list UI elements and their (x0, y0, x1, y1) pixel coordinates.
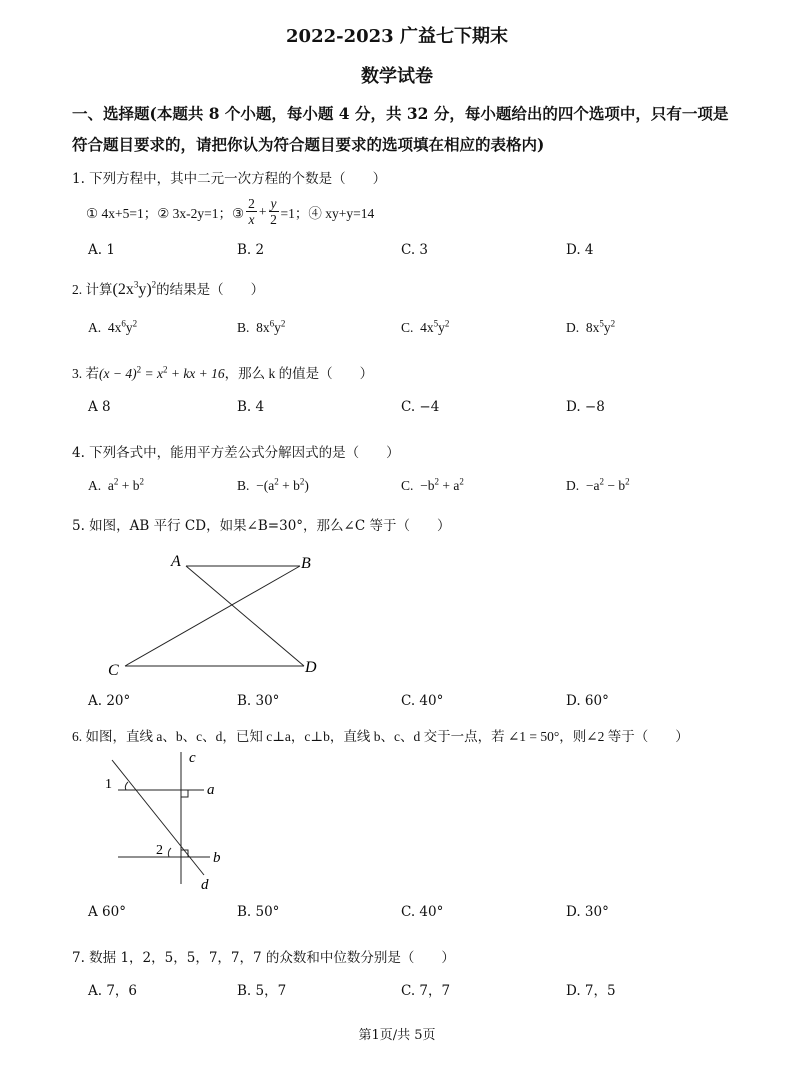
question-1-stem: 1. 下列方程中，其中二元一次方程的个数是（ ） (72, 171, 387, 187)
q5-figure (100, 548, 330, 683)
question-4-stem: 4. 下列各式中，能用平方差公式分解因式的是（ ） (72, 445, 400, 461)
q5-label-c: C (108, 662, 119, 679)
q5-option-d[interactable]: D. 60° (566, 693, 609, 709)
q6-label-d: d (201, 877, 209, 893)
q6-option-c[interactable]: C. 40° (401, 904, 444, 920)
q6-label-a: a (207, 782, 215, 798)
q1-option-c[interactable]: C. 3 (401, 242, 429, 258)
q1-eq-part-b: =1；④ xy+y=14 (280, 205, 375, 221)
section-heading-line1: 一、选择题(本题共 8 个小题，每小题 4 分，共 32 分，每小题给出的四个选项中，只有一项是 (72, 104, 729, 123)
q1-fraction-2 (269, 196, 279, 227)
q2-option-d[interactable]: D. $8x^5y^2$ (566, 318, 616, 335)
q6-label-angle-2: 2 (156, 843, 163, 858)
q3-option-c[interactable]: C. −4 (401, 399, 440, 415)
q1-plus: + (258, 203, 267, 219)
q5-line-ad (186, 566, 304, 666)
q3-option-a[interactable]: A 8 (88, 399, 111, 415)
q1-eq-part-a: ① 4x+5=1；② 3x-2y=1；③ (86, 205, 245, 221)
q3-option-b[interactable]: B. 4 (237, 399, 265, 415)
question-2-stem (72, 278, 264, 299)
q6-label-c: c (189, 750, 196, 766)
question-7-stem: 7. 数据 1，2，5，5，7，7，7 的众数和中位数分别是（ ） (72, 950, 455, 966)
q4-option-c[interactable]: C. $-b^2 + a^2$ (401, 476, 464, 493)
q6-option-d[interactable]: D. 30° (566, 904, 609, 920)
q7-option-c[interactable]: C. 7，7 (401, 983, 451, 999)
q7-option-d[interactable]: D. 7，5 (566, 983, 616, 999)
q2-expr: $(2x^3y)^2$ (112, 279, 157, 298)
q2-stem-a: 2. 计算 (72, 282, 113, 297)
q7-option-a[interactable]: A. 7，6 (88, 983, 138, 999)
section-heading-line2: 符合题目要求的，请把你认为符合题目要求的选项填在相应的表格内) (72, 135, 545, 154)
q5-option-a[interactable]: A. 20° (88, 693, 131, 709)
question-5-stem: 5. 如图，AB 平行 CD，如果∠B=30°，那么∠C 等于（ ） (72, 518, 451, 534)
q5-line-bc (125, 566, 300, 666)
q2-option-b[interactable]: B. $8x^6y^2$ (237, 318, 286, 335)
q3-expr: $(x - 4)^2 = x^2$ + kx + 16 (99, 364, 225, 381)
q1-frac1-den: x (248, 212, 255, 227)
q1-fraction-1 (246, 196, 257, 227)
q6-angle-arc-2 (168, 848, 171, 857)
q1-option-a[interactable]: A. 1 (88, 242, 115, 258)
question-6-stem: 6. 如图，直线 a、b、c、d，已知 c⊥a，c⊥b，直线 b、c、d 交于一点，若 ∠1 = 50°，则∠2 等于（ ） (72, 729, 689, 744)
q1-option-d[interactable]: D. 4 (566, 242, 594, 258)
q4-option-b[interactable]: B. $-(a^2 + b^2)$ (237, 476, 309, 493)
q1-option-b[interactable]: B. 2 (237, 242, 265, 258)
page-title: 2022-2023 广益七下期末 (286, 26, 508, 47)
page-subtitle: 数学试卷 (361, 66, 433, 87)
page-number: 第1页/共 5页 (358, 1028, 436, 1043)
q4-option-d[interactable]: D. $-a^2 - b^2$ (566, 476, 630, 493)
q2-option-a[interactable]: A. $4x^6y^2$ (88, 318, 138, 335)
q5-option-c[interactable]: C. 40° (401, 693, 444, 709)
q6-angle-arc-1 (125, 782, 128, 790)
q2-option-c[interactable]: C. $4x^5y^2$ (401, 318, 450, 335)
q1-frac2-num: y (270, 196, 277, 211)
q6-figure (100, 746, 230, 896)
q4-option-a[interactable]: A. $a^2 + b^2$ (88, 476, 144, 493)
q6-label-angle-1: 1 (105, 777, 112, 792)
question-3-stem: 3. 若$(x - 4)^2 = x^2$ + kx + 16，那么 k 的值是（ ） (72, 364, 374, 381)
q6-option-b[interactable]: B. 50° (237, 904, 280, 920)
q5-option-b[interactable]: B. 30° (237, 693, 280, 709)
q3-option-d[interactable]: D. −8 (566, 399, 605, 415)
q7-option-b[interactable]: B. 5，7 (237, 983, 287, 999)
q6-label-b: b (213, 850, 221, 866)
q2-stem-b: 的结果是（ ） (156, 282, 265, 297)
q6-option-a[interactable]: A 60° (88, 904, 126, 920)
q6-right-angle-a (181, 790, 188, 797)
q1-frac2-den: 2 (270, 212, 277, 227)
q5-label-a: A (171, 553, 181, 570)
q1-frac1-num: 2 (248, 196, 255, 211)
question-1-equations (86, 196, 374, 227)
q5-label-d: D (305, 659, 317, 676)
q5-label-b: B (301, 555, 311, 572)
